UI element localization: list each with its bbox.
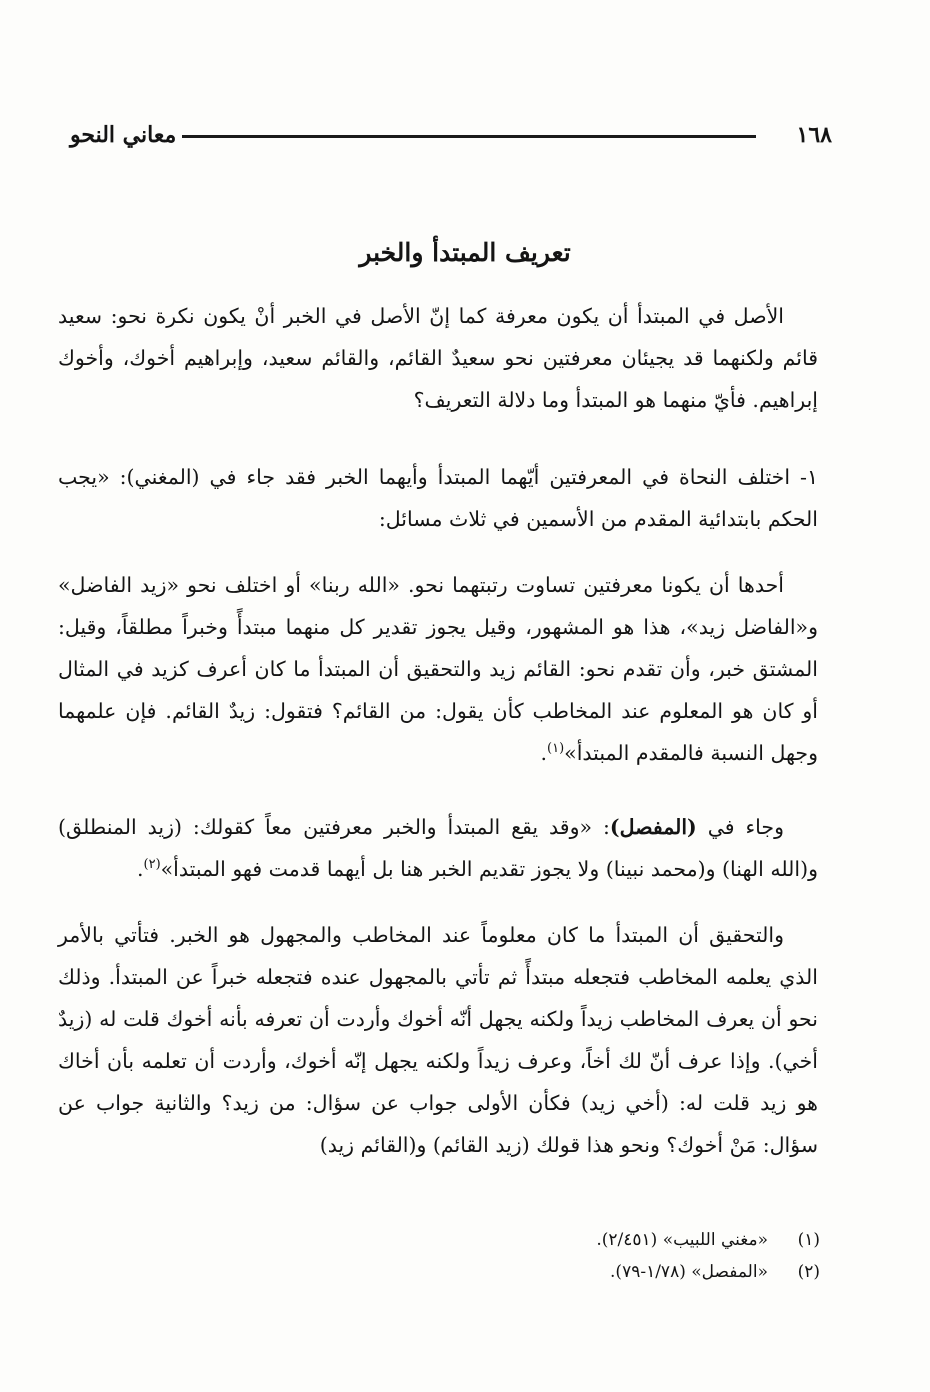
header-rule: [182, 135, 756, 138]
paragraph-text: الأصل في المبتدأ أن يكون معرفة كما إنّ الأصل في الخبر أنْ يكون نكرة نحو: سعيد قائم ولكنهما قد يجيئان معرفتين نحو سعيدٌ القائم، والقائم سعيد، وإبراهيم أخوك، وأخوك إبراهيم. فأيّ منهما هو المبتدأ وما دلالة التعريف؟: [58, 304, 818, 412]
lead-text: وجاء في: [696, 815, 784, 839]
footnote-text: «المفصل» (١/٧٨-٧٩).: [610, 1262, 768, 1282]
footnote-number: (٢): [797, 1262, 820, 1282]
footnotes: [400, 1224, 820, 1288]
running-header: [70, 122, 832, 162]
book-title: معاني النحو: [70, 122, 177, 148]
footnote-item: [400, 1256, 820, 1288]
source-title: (المفصل): [609, 815, 697, 839]
footnote-ref-2: (٢): [143, 857, 161, 873]
page-number: ١٦٨: [796, 122, 832, 148]
paragraph-point-1: [58, 456, 818, 540]
paragraph-text: أحدها أن يكونا معرفتين تساوت رتبتهما نحو. «الله ربنا» أو اختلف نحو «زيد الفاضل» و«الفاضل زيد»، هذا هو المشهور، وقيل يجوز تقدير كل منهما مبتدأً وخبراً مطلقاً، وقيل: المشتق خبر، وأن تقدم نحو: القائم زيد والتحقيق أن المبتدأ ما كان أعرف كزيد في المثال أو كان هو المعلوم عند المخاطب كأن يقول: من القائم؟ فتقول: زيدٌ القائم. فإن علمهما وجهل النسبة فالمقدم المبتدأ»$^{(١)}$.: [58, 573, 818, 765]
paragraph-text: ١- اختلف النحاة في المعرفتين أيّهما المبتدأ وأيهما الخبر فقد جاء في (المغني): «يجب الحكم بابتدائية المقدم من الأسمين في ثلاث مسائل:: [58, 465, 818, 531]
paragraph-intro: [58, 295, 818, 421]
paragraph-text: وجاء في (المفصل): «وقد يقع المبتدأ والخبر معرفتين معاً كقولك: (زيد المنطلق) و(الله الهنا) و(محمد نبينا) ولا يجوز تقديم الخبر هنا بل أيهما قدمت فهو المبتدأ»$^{(٢)}$.: [58, 815, 818, 881]
footnote-item: [400, 1224, 820, 1256]
paragraph-quotation: [58, 564, 818, 774]
paragraph-text: والتحقيق أن المبتدأ ما كان معلوماً عند المخاطب والمجهول هو الخبر. فتأتي بالأمر الذي يعلمه المخاطب فتجعله مبتدأً ثم تأتي بالمجهول عنده فتجعله خبراً عن المبتدأ. وذلك نحو أن يعرف المخاطب زيداً ولكنه يجهل أنّه أخوك وأردت أن تعرفه بأنه أخوك قلت له (زيدٌ أخي). وإذا عرف أنّ لك أخاً، وعرف زيداً ولكنه يجهل إنّه أخوك، وأردت أن تعلمه بأن أخاك هو زيد قلت له: (أخي زيد) فكأن الأولى جواب عن سؤال: من زيد؟ والثانية جواب عن سؤال: مَنْ أخوك؟ ونحو هذا قولك (زيد القائم) و(القائم زيد): [58, 923, 818, 1157]
paragraph-analysis: [58, 914, 818, 1166]
quotation-text: : «وقد يقع المبتدأ والخبر معرفتين معاً كقولك: (زيد المنطلق) و(الله الهنا) و(محمد نبينا) ولا يجوز تقديم الخبر هنا بل أيهما قدمت فهو المبتدأ»: [58, 815, 818, 881]
paragraph-mufassal: [58, 806, 818, 890]
section-title: تعريف المبتدأ والخبر: [359, 238, 571, 267]
footnote-number: (١): [797, 1230, 820, 1250]
footnote-text: «مغني اللبيب» (٢/٤٥١).: [596, 1230, 768, 1250]
footnote-ref-1: (١): [547, 741, 565, 757]
quotation-text: أحدها أن يكونا معرفتين تساوت رتبتهما نحو. «الله ربنا» أو اختلف نحو «زيد الفاضل» و«الفاضل زيد»، هذا هو المشهور، وقيل يجوز تقدير كل منهما مبتدأً وخبراً مطلقاً، وقيل: المشتق خبر، وأن تقدم نحو: القائم زيد والتحقيق أن المبتدأ ما كان أعرف كزيد في المثال أو كان هو المعلوم عند المخاطب كأن يقول: من القائم؟ فتقول: زيدٌ القائم. فإن علمهما وجهل النسبة فالمقدم المبتدأ»: [58, 573, 818, 765]
